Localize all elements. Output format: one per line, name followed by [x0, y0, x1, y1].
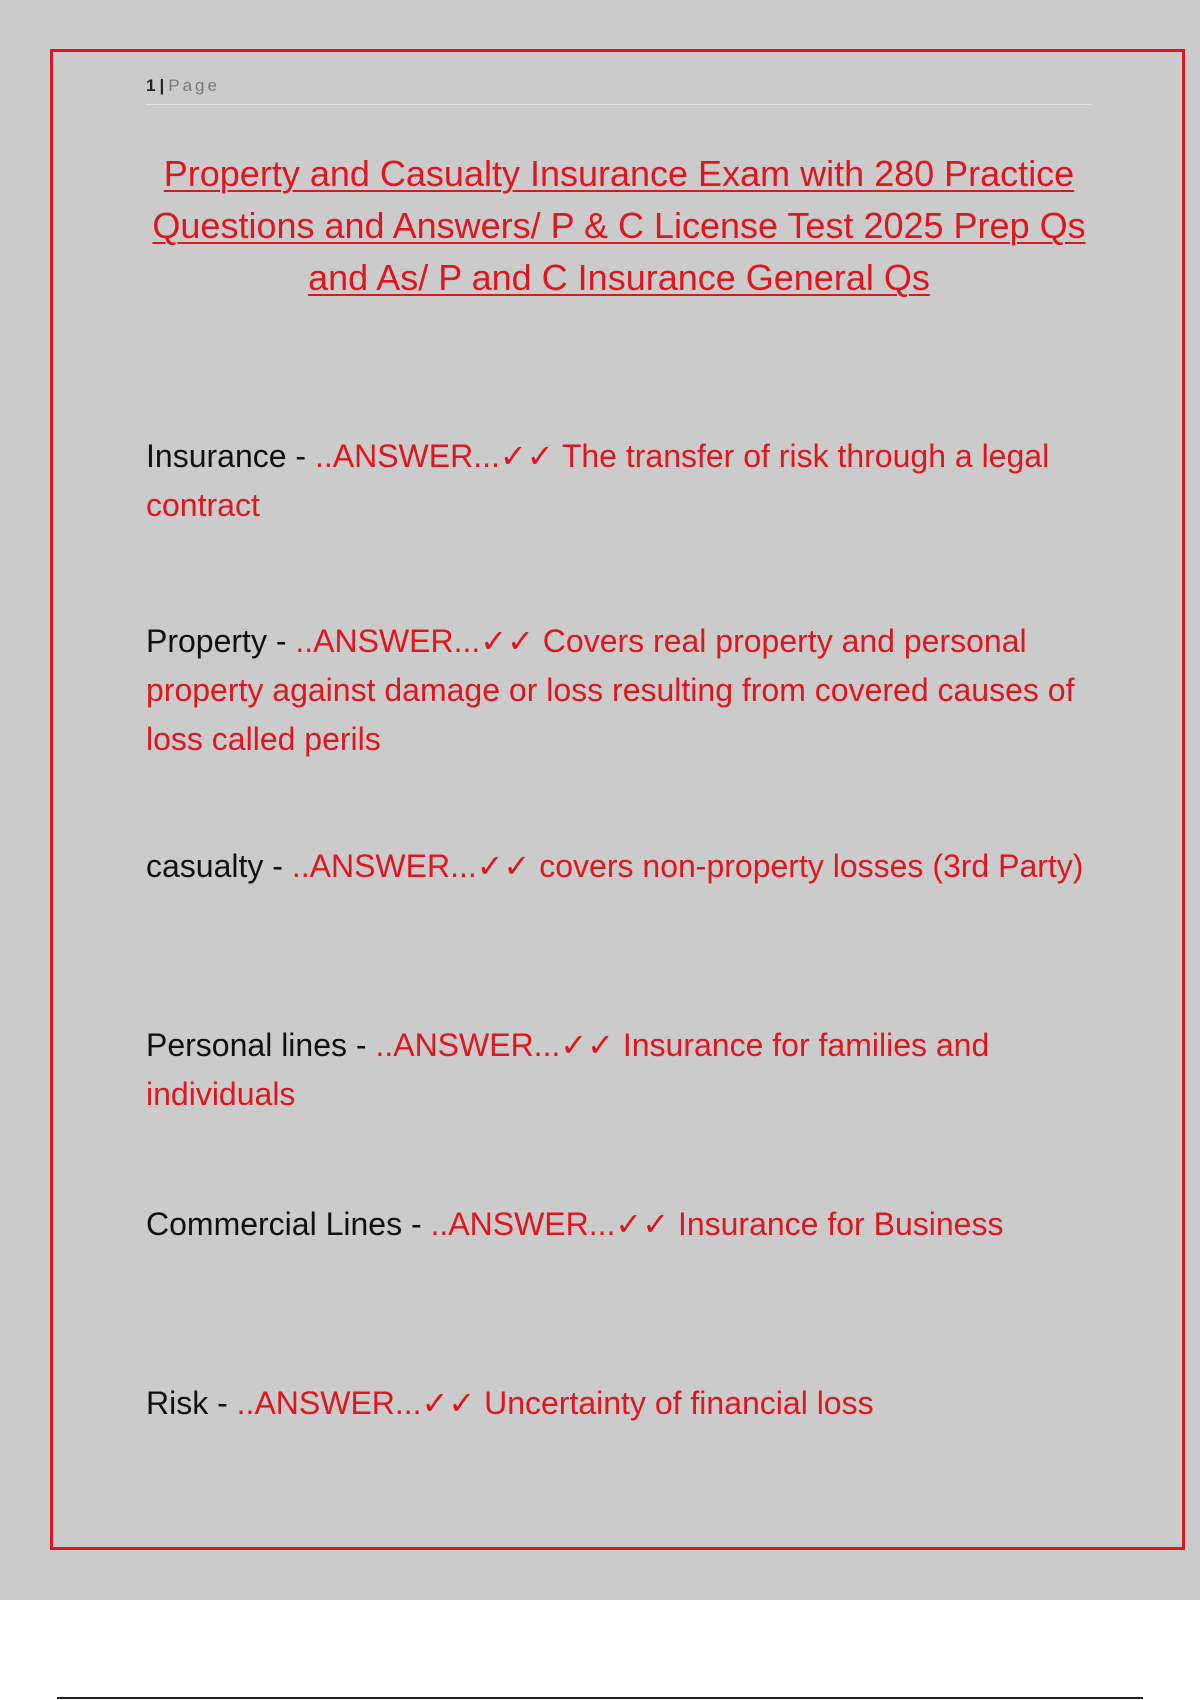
qa-dash: -: [266, 623, 296, 659]
qa-answer-marker: ..ANSWER...✓✓: [430, 1206, 678, 1242]
page-word: Page: [168, 76, 220, 95]
document-title: Property and Casualty Insurance Exam with 280 Practice Questions and Answers/ P & C License Test 2025 Prep Qs and As/ P and C Insurance General Qs: [152, 153, 1086, 298]
qa-term: Insurance: [146, 438, 287, 474]
page-header: [146, 76, 1092, 105]
qa-term: Property: [146, 623, 267, 659]
qa-dash: -: [402, 1206, 431, 1242]
bottom-divider: [57, 1697, 1143, 1699]
qa-term: casualty: [146, 848, 264, 884]
qa-item-risk: [146, 1379, 1086, 1428]
qa-dash: -: [347, 1027, 376, 1063]
qa-dash: -: [286, 438, 315, 474]
qa-answer: The transfer of risk through a legal contract: [146, 438, 1050, 523]
qa-item-casualty: [146, 842, 1086, 891]
qa-answer-marker: ..ANSWER...✓✓: [295, 623, 543, 659]
qa-answer: Uncertainty of financial loss: [484, 1385, 874, 1421]
qa-item-personal-lines: [146, 1021, 1086, 1119]
qa-dash: -: [208, 1385, 237, 1421]
qa-answer-marker: ..ANSWER...✓✓: [314, 438, 562, 474]
qa-item-insurance: [146, 432, 1086, 530]
page-number: 1: [146, 76, 156, 95]
qa-dash: -: [263, 848, 292, 884]
qa-answer-marker: ..ANSWER...✓✓: [236, 1385, 485, 1421]
qa-answer-marker: ..ANSWER...✓✓: [375, 1027, 623, 1063]
qa-answer: Insurance for families and individuals: [146, 1027, 990, 1112]
page-separator: |: [159, 76, 165, 95]
qa-answer: Insurance for Business: [677, 1206, 1004, 1242]
qa-term: Commercial Lines: [146, 1206, 403, 1242]
qa-item-property: [146, 617, 1086, 764]
qa-item-commercial-lines: [146, 1200, 1086, 1249]
qa-answer: covers non-property losses (3rd Party): [539, 848, 1084, 884]
qa-term: Personal lines: [146, 1027, 347, 1063]
qa-answer-marker: ..ANSWER...✓✓: [291, 848, 540, 884]
qa-answer: Covers real property and personal property against damage or loss resulting from covered causes of loss called perils: [146, 623, 1075, 757]
qa-term: Risk: [146, 1385, 209, 1421]
